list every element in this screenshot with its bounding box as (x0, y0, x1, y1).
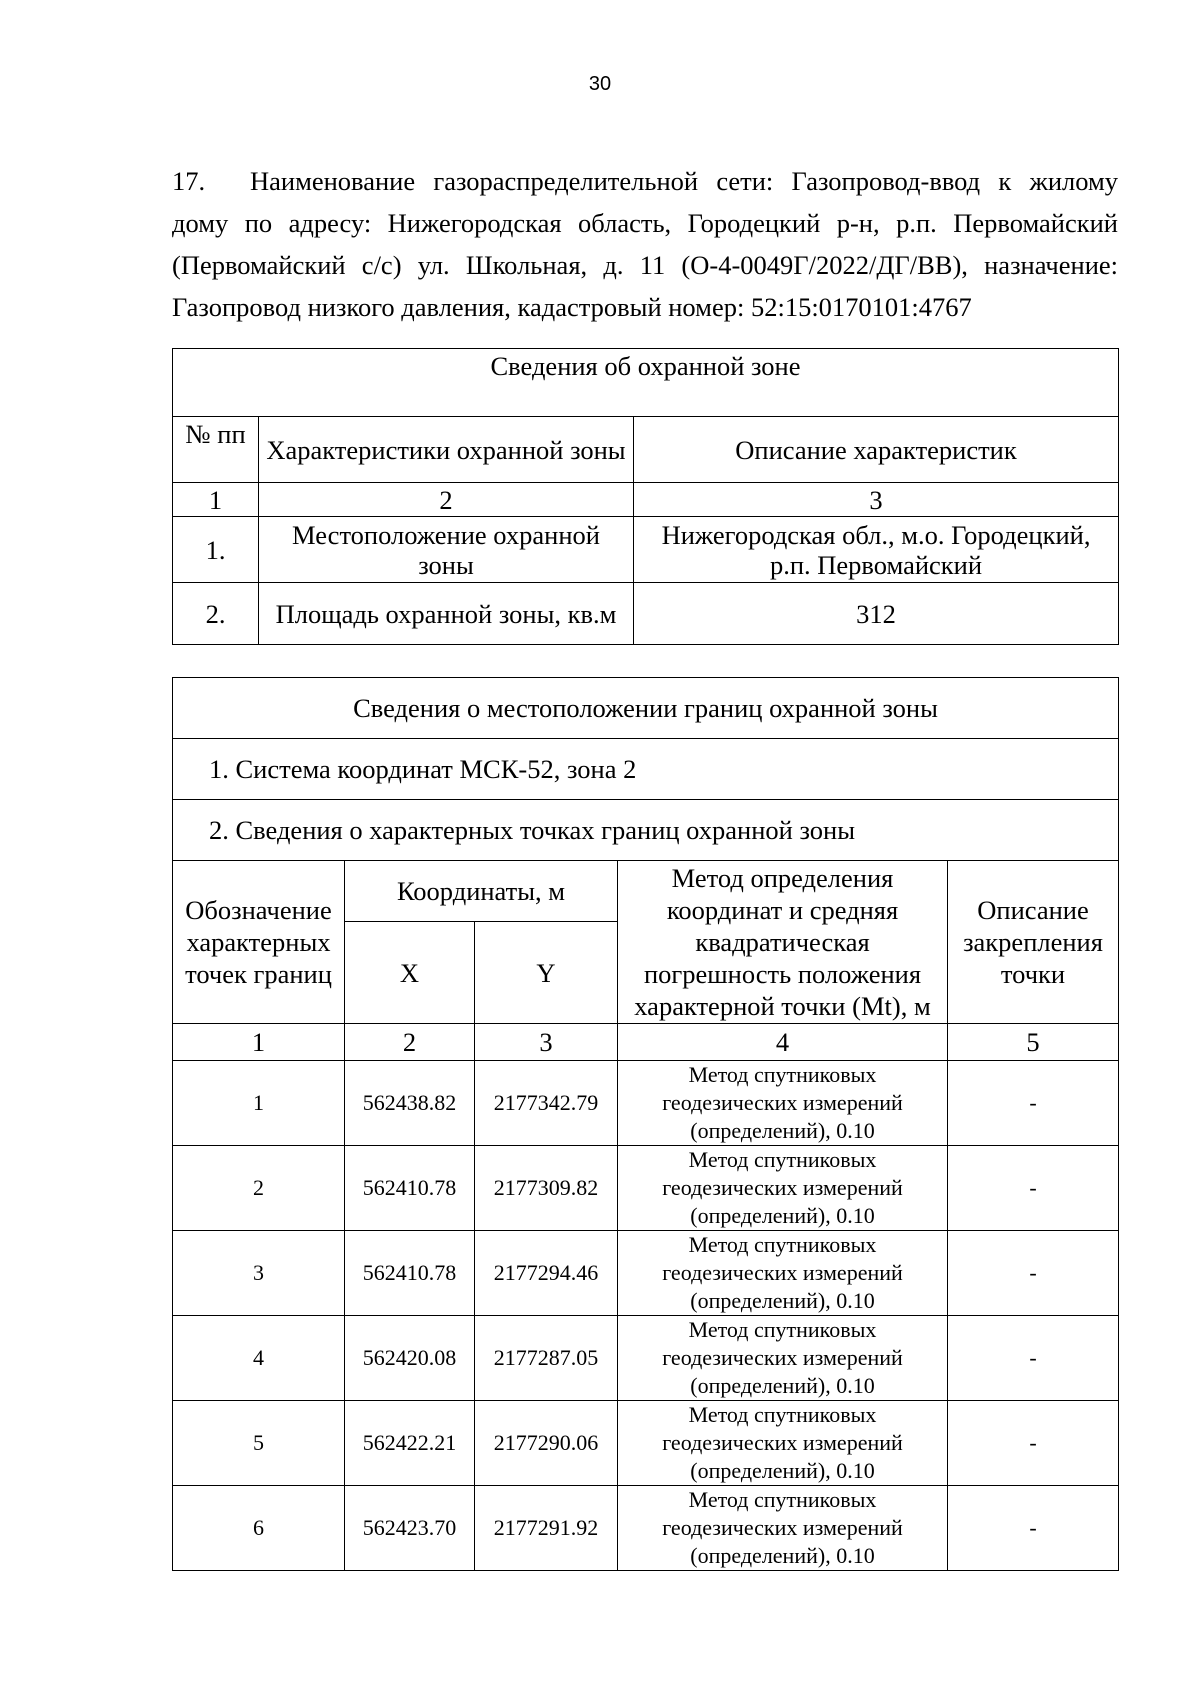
fixing-cell: - (948, 1486, 1119, 1571)
characteristic-cell: Местоположение охранной зоны (259, 517, 634, 583)
table-row (173, 1146, 1119, 1231)
page-number: 30 (588, 73, 612, 95)
header-designation: Обозначение характерных точек границ (173, 861, 345, 1024)
method-cell: Метод спутниковых геодезических измерений (определений), 0.10 (618, 1231, 948, 1316)
table-row (173, 1231, 1119, 1316)
header-fixing: Описание закрепления точки (948, 861, 1119, 1024)
point-id: 4 (173, 1316, 345, 1401)
x-coordinate: 562422.21 (345, 1401, 475, 1486)
fixing-cell: - (948, 1146, 1119, 1231)
table-row (173, 1061, 1119, 1146)
y-coordinate: 2177287.05 (475, 1316, 618, 1401)
characteristic-cell: Площадь охранной зоны, кв.м (259, 583, 634, 645)
method-cell: Метод спутниковых геодезических измерений (определений), 0.10 (618, 1486, 948, 1571)
table-row (173, 1401, 1119, 1486)
x-coordinate: 562438.82 (345, 1061, 475, 1146)
network-description (172, 160, 1118, 328)
row-number: 2. (173, 583, 259, 645)
method-cell: Метод спутниковых геодезических измерений (определений), 0.10 (618, 1146, 948, 1231)
item-number: 17. (172, 166, 206, 196)
header-characteristic: Характеристики охранной зоны (259, 417, 634, 483)
col-number-5: 5 (948, 1024, 1119, 1061)
points-title: 2. Сведения о характерных точках границ охранной зоны (173, 800, 1119, 861)
y-coordinate: 2177290.06 (475, 1401, 618, 1486)
point-id: 5 (173, 1401, 345, 1486)
description-cell: Нижегородская обл., м.о. Городецкий, р.п. Первомайский (634, 517, 1119, 583)
point-id: 3 (173, 1231, 345, 1316)
method-cell: Метод спутниковых геодезических измерений (определений), 0.10 (618, 1316, 948, 1401)
table-row (173, 517, 1119, 583)
y-coordinate: 2177291.92 (475, 1486, 618, 1571)
point-id: 1 (173, 1061, 345, 1146)
x-coordinate: 562420.08 (345, 1316, 475, 1401)
y-coordinate: 2177309.82 (475, 1146, 618, 1231)
table-row (173, 583, 1119, 645)
table-row (173, 1486, 1119, 1571)
method-cell: Метод спутниковых геодезических измерений (определений), 0.10 (618, 1061, 948, 1146)
x-coordinate: 562423.70 (345, 1486, 475, 1571)
header-coordinates: Координаты, м (345, 861, 618, 922)
col-number-1: 1 (173, 1024, 345, 1061)
header-y: Y (475, 922, 618, 1024)
fixing-cell: - (948, 1061, 1119, 1146)
col-number-1: 1 (173, 483, 259, 517)
y-coordinate: 2177294.46 (475, 1231, 618, 1316)
fixing-cell: - (948, 1316, 1119, 1401)
fixing-cell: - (948, 1231, 1119, 1316)
fixing-cell: - (948, 1401, 1119, 1486)
bounds-table-title: Сведения о местоположении границ охранной зоны (173, 678, 1119, 739)
point-id: 6 (173, 1486, 345, 1571)
col-number-4: 4 (618, 1024, 948, 1061)
coordinate-system: 1. Система координат МСК-52, зона 2 (173, 739, 1119, 800)
table-row (173, 1316, 1119, 1401)
boundary-points-table (172, 677, 1119, 1571)
col-number-2: 2 (259, 483, 634, 517)
zone-table-title: Сведения об охранной зоне (173, 349, 1119, 417)
protection-zone-table (172, 348, 1119, 645)
x-coordinate: 562410.78 (345, 1146, 475, 1231)
method-cell: Метод спутниковых геодезических измерений (определений), 0.10 (618, 1401, 948, 1486)
col-number-3: 3 (634, 483, 1119, 517)
header-item-number: № пп (173, 417, 259, 483)
x-coordinate: 562410.78 (345, 1231, 475, 1316)
description-cell: 312 (634, 583, 1119, 645)
network-description-text: Наименование газораспределительной сети: Газопровод-ввод к жилому дому по адресу: Нижегородская область, Городецкий р-н, р.п. Первомайский (Первомайский с/с) ул. Школьная, д. 11 (О-4-0049Г/2022/ДГ/ВВ), назначение: Газопровод низкого давления, кадастровый номер: 52:15:0170101:4767 (172, 166, 1118, 322)
col-number-2: 2 (345, 1024, 475, 1061)
header-method: Метод определения координат и средняя квадратическая погрешность положения характерной точки (Mt), м (618, 861, 948, 1024)
col-number-3: 3 (475, 1024, 618, 1061)
row-number: 1. (173, 517, 259, 583)
header-description: Описание характеристик (634, 417, 1119, 483)
header-x: X (345, 922, 475, 1024)
point-id: 2 (173, 1146, 345, 1231)
y-coordinate: 2177342.79 (475, 1061, 618, 1146)
